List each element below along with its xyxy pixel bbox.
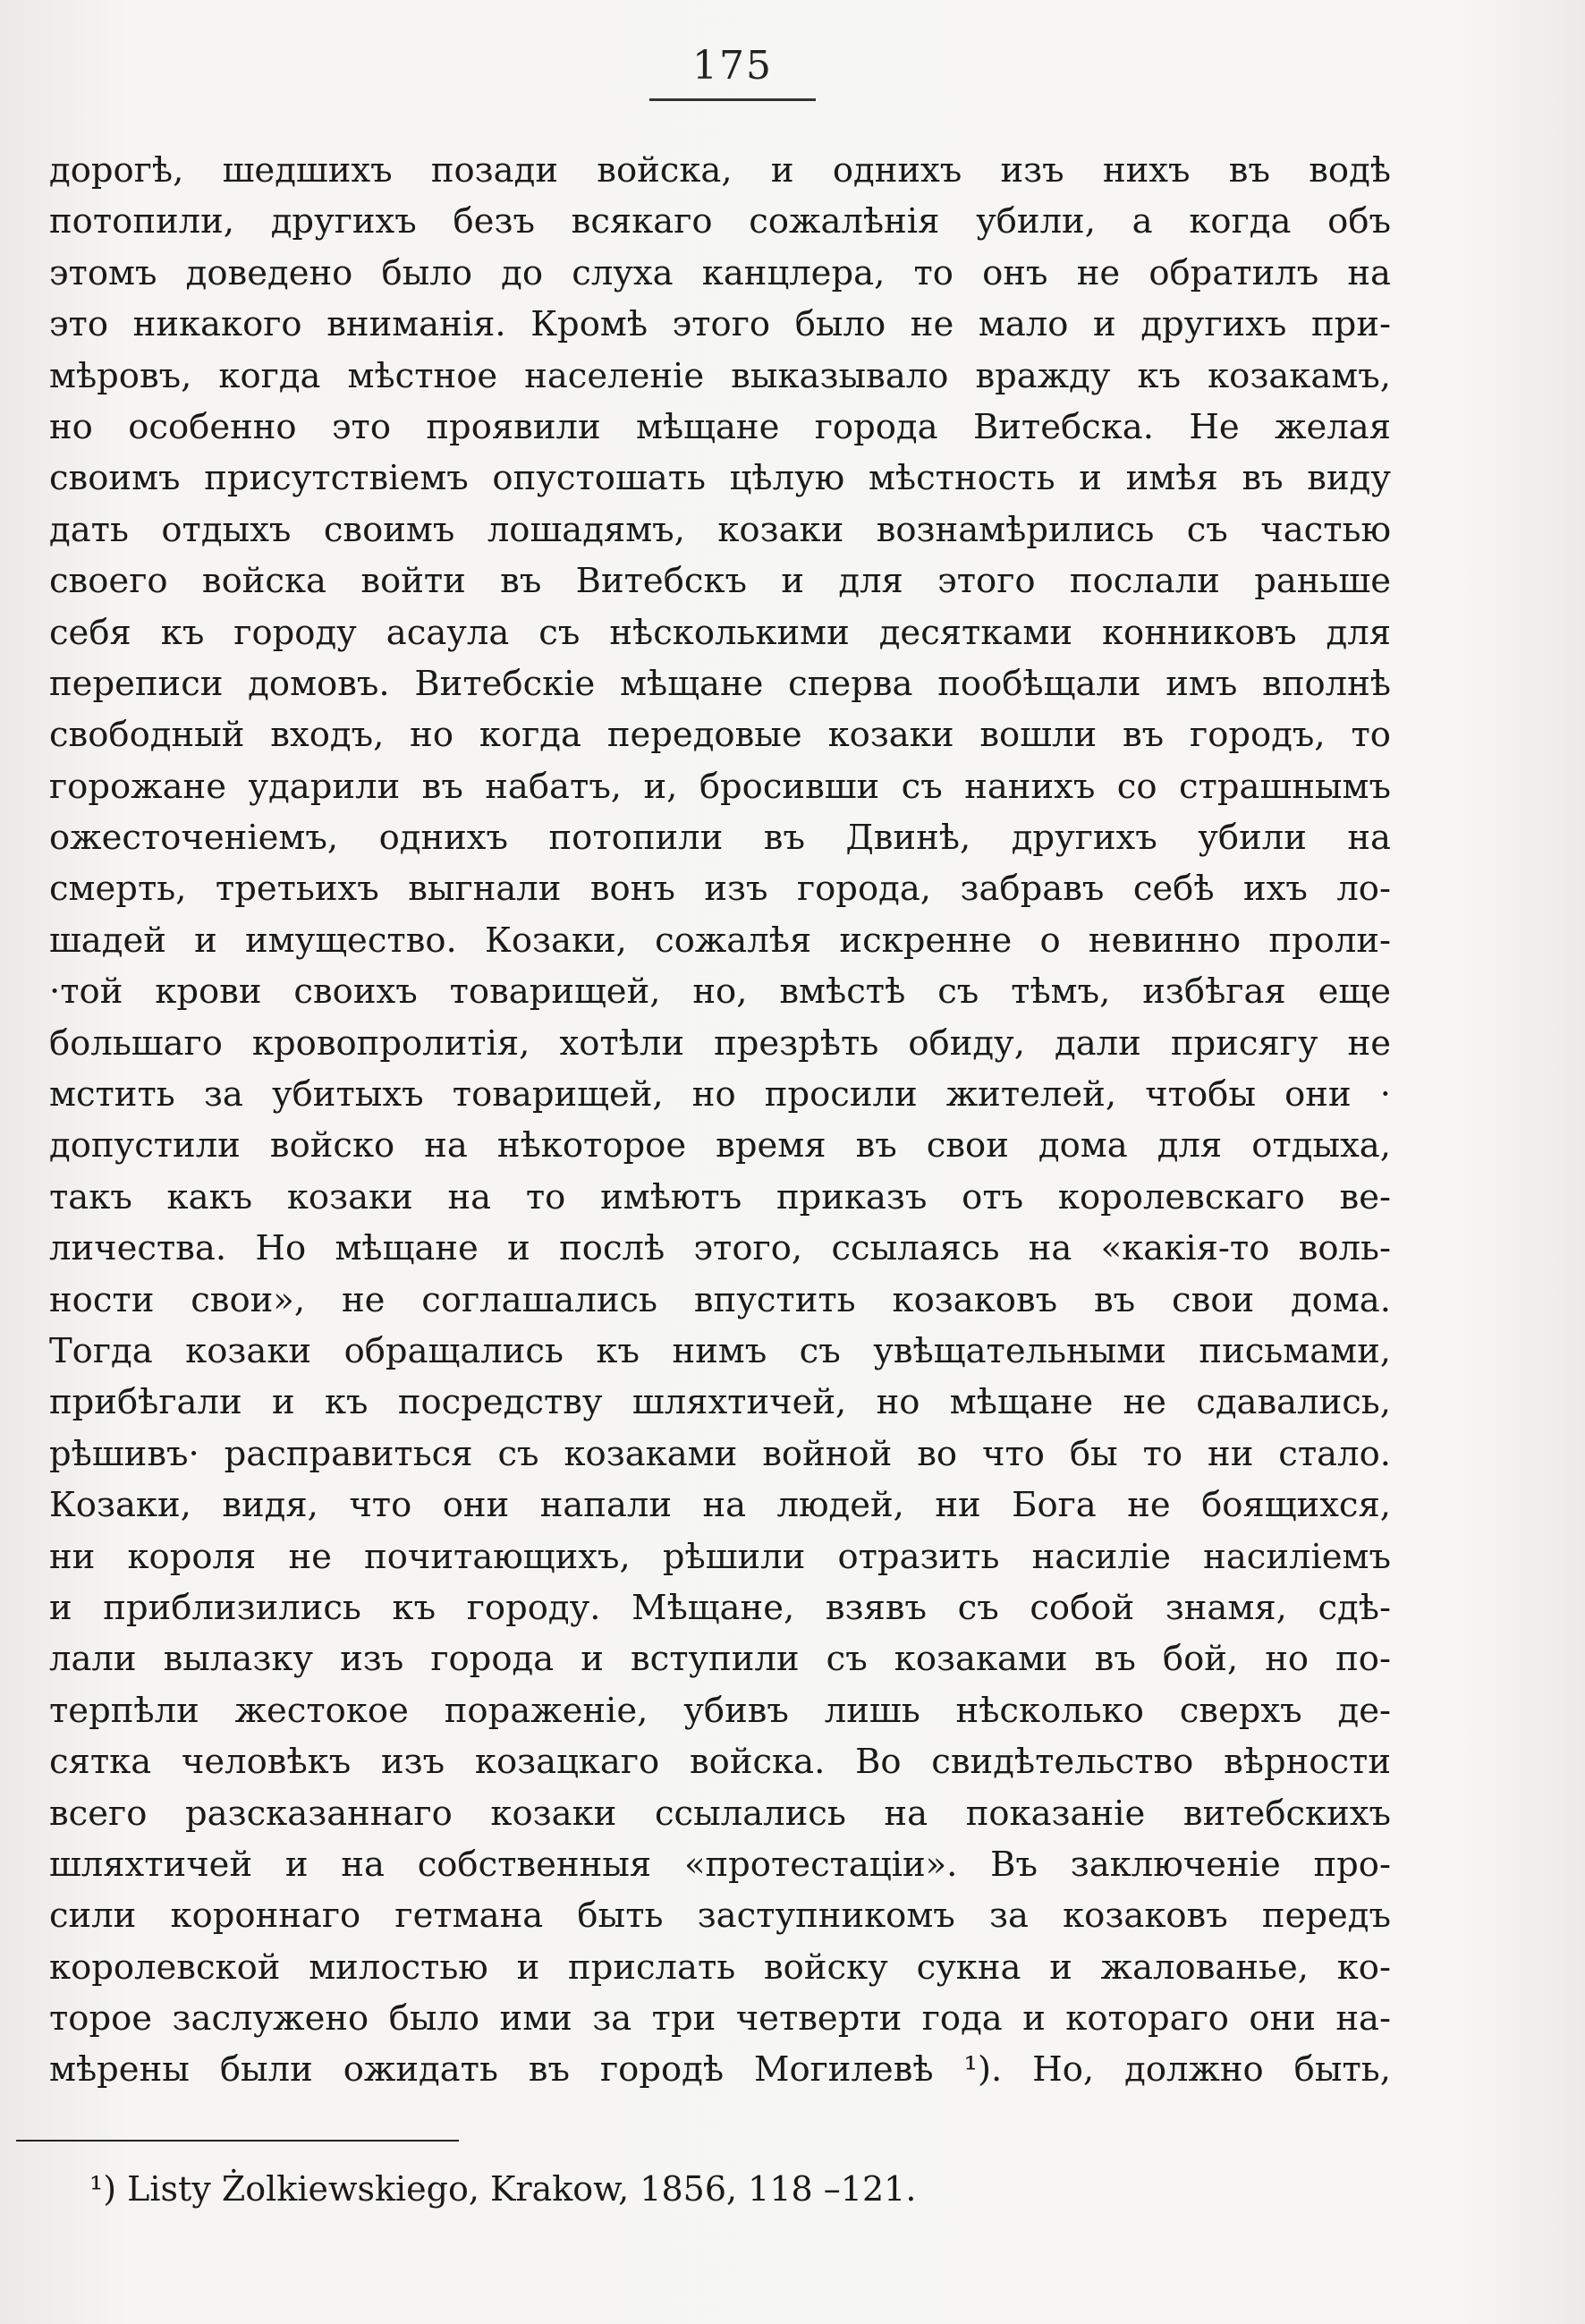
text-line: смерть, третьихъ выгнали вонъ изъ города, забравъ себѣ ихъ ло- (49, 869, 1391, 910)
text-line: ности свои», не соглашались впустить козаковъ въ свои дома. (49, 1279, 1391, 1320)
text-line: Козаки, видя, что они напали на людей, ни Бога не боящихся, (49, 1485, 1391, 1526)
text-line: своего войска войти въ Витебскъ и для этого послали раньше (49, 561, 1391, 602)
text-line: и приблизились къ городу. Мѣщане, взявъ съ собой знамя, сдѣ- (49, 1587, 1391, 1628)
body-text (49, 145, 1391, 2096)
text-line: дорогѣ, шедшихъ позади войска, и однихъ изъ нихъ въ водѣ (49, 150, 1391, 191)
text-line: терпѣли жестокое пораженіе, убивъ лишь нѣсколько сверхъ де- (49, 1690, 1391, 1731)
text-line: королевской милостью и прислать войску сукна и жалованье, ко- (49, 1947, 1391, 1988)
text-line: потопили, другихъ безъ всякаго сожалѣнія убили, а когда объ (49, 201, 1391, 242)
footnote-text: Listy Żolkiewskiego, Krakow, 1856, 118 –121. (127, 2169, 917, 2209)
text-line: дать отдыхъ своимъ лошадямъ, козаки вознамѣрились съ частью (49, 509, 1391, 550)
text-line: торое заслужено было ими за три четверти года и котораго они на- (49, 1998, 1391, 2040)
text-line: этомъ доведено было до слуха канцлера, то онъ не обратилъ на (49, 252, 1391, 293)
text-line: всего разсказаннаго козаки ссылались на показаніе витебскихъ (49, 1793, 1391, 1834)
footnote-marker: ¹) (89, 2169, 117, 2209)
text-line: лали вылазку изъ города и вступили съ козаками въ бой, но по- (49, 1639, 1391, 1680)
text-line: свободный входъ, но когда передовые козаки вошли въ городъ, то (49, 715, 1391, 756)
text-line: Тогда козаки обращались къ нимъ съ увѣщательными письмами, (49, 1330, 1391, 1371)
footnote (89, 2167, 916, 2211)
footnote-divider (16, 2140, 459, 2142)
text-line: ·той крови своихъ товарищей, но, вмѣстѣ съ тѣмъ, избѣгая еще (49, 971, 1391, 1013)
text-line: допустили войско на нѣкоторое время въ свои дома для отдыха, (49, 1125, 1391, 1166)
text-line: мѣрены были ожидать въ городѣ Могилевѣ ¹). Но, должно быть, (49, 2049, 1391, 2091)
text-line: личества. Но мѣщане и послѣ этого, ссылаясь на «какія-то воль- (49, 1228, 1391, 1269)
text-line: мѣровъ, когда мѣстное населеніе выказывало вражду къ козакамъ, (49, 355, 1391, 396)
text-line: это никакого вниманія. Кромѣ этого было не мало и другихъ при- (49, 304, 1391, 345)
text-line: большаго кровопролитія, хотѣли презрѣть обиду, дали присягу не (49, 1022, 1391, 1064)
text-line: ожесточеніемъ, однихъ потопили въ Двинѣ, другихъ убили на (49, 818, 1391, 859)
text-line: шляхтичей и на собственныя «протестаціи». Въ заключеніе про- (49, 1844, 1391, 1885)
page-number: 175 (692, 43, 773, 89)
text-line: но особенно это проявили мѣщане города Витебска. Не желая (49, 406, 1391, 447)
text-line: своимъ присутствіемъ опустошать цѣлую мѣстность и имѣя въ виду (49, 458, 1391, 499)
text-line: переписи домовъ. Витебскіе мѣщане сперва пообѣщали имъ вполнѣ (49, 663, 1391, 704)
text-line: шадей и имущество. Козаки, сожалѣя искренне о невинно проли- (49, 920, 1391, 961)
text-line: такъ какъ козаки на то имѣютъ приказъ отъ королевскаго ве- (49, 1176, 1391, 1217)
text-line: ни короля не почитающихъ, рѣшили отразить насиліе насиліемъ (49, 1536, 1391, 1577)
text-line: сили короннаго гетмана быть заступникомъ за козаковъ передъ (49, 1896, 1391, 1937)
text-line: себя къ городу асаула съ нѣсколькими десятками конниковъ для (49, 612, 1391, 653)
text-line: прибѣгали и къ посредству шляхтичей, но мѣщане не сдавались, (49, 1382, 1391, 1423)
text-line: горожане ударили въ набатъ, и, бросивши съ нанихъ со страшнымъ (49, 766, 1391, 807)
text-line: рѣшивъ· расправиться съ козаками войной во что бы то ни стало. (49, 1433, 1391, 1474)
page-number-underline (649, 98, 816, 101)
text-line: сятка человѣкъ изъ козацкаго войска. Во свидѣтельство вѣрности (49, 1742, 1391, 1783)
text-line: мстить за убитыхъ товарищей, но просили жителей, чтобы они · (49, 1074, 1391, 1115)
